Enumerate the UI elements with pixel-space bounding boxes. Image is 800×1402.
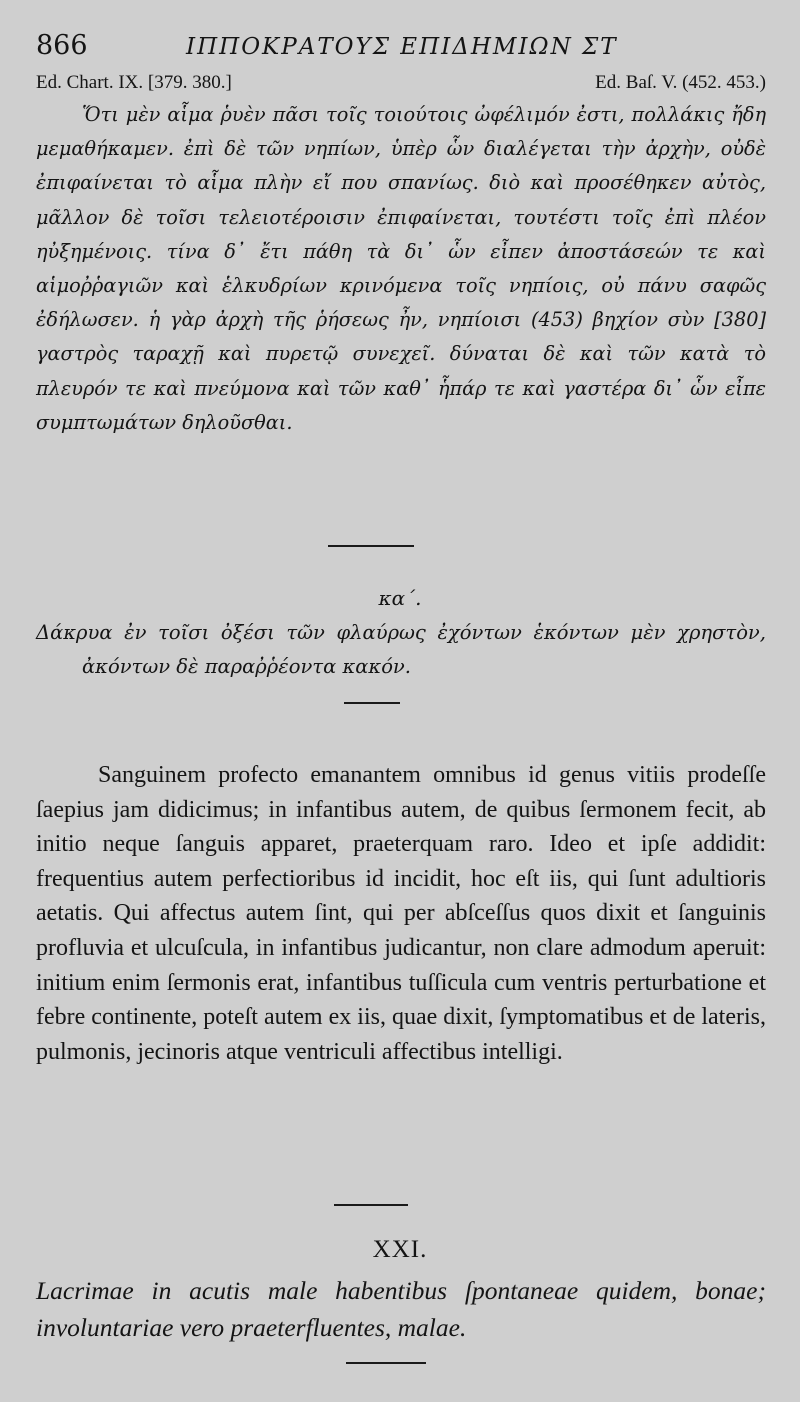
edition-reference-line	[36, 72, 766, 98]
greek-commentary	[36, 98, 766, 440]
section-divider	[344, 702, 400, 704]
page-number: 866	[36, 30, 88, 61]
greek-aphorism	[36, 616, 766, 684]
edition-chartier-ref: Ed. Chart. IX. [379. 380.]	[36, 72, 232, 93]
section-divider	[334, 1204, 408, 1206]
greek-aphorism-text: Δάκρυα ἐν τοῖσι ὀξέσι τῶν φλαύρως ἐχόντων ἑκόντων μὲν χρηστὸν, ἀκόντων δὲ παραῤῥέοντα κακόν.	[36, 621, 766, 678]
greek-section-number: κα΄.	[378, 586, 422, 610]
greek-commentary-paragraph: Ὅτι μὲν αἷμα ῥυὲν πᾶσι τοῖς τοιούτοις ὠφέλιμόν ἐστι, πολλάκις ἤδη μεμαθήκαμεν. ἐπὶ δὲ τῶν νηπίων, ὑπὲρ ὧν διαλέγεται τὴν ἀρχὴν, οὐδὲ ἐπιφαίνεται τὸ αἷμα πλὴν εἴ που σπανίως. διὸ καὶ προσέθηκεν αὐτὸς, μᾶλλον δὲ τοῖσι τελειοτέροισιν ἐπιφαίνεται, τουτέστι τοῖς ἐπὶ πλέον ηὐξημένοις. τίνα δ᾽ ἔτι πάθη τὰ δι᾽ ὧν εἶπεν ἀποστάσεών τε καὶ αἱμοῤῥαγιῶν καὶ ἑλκυδρίων κρινόμενα τοῖς νηπίοις, οὐ πάνυ σαφῶς ἐδήλωσεν. ἡ γὰρ ἀρχὴ τῆς ῥήσεως ἦν, νηπίοισι (453) βηχίον σὺν [380] γαστρὸς ταραχῇ καὶ πυρετῷ συνεχεῖ. δύναται δὲ καὶ τῶν κατὰ τὸ πλευρόν τε καὶ πνεύμονα καὶ τῶν καθ᾽ ἧπάρ τε καὶ γαστέρα δι᾽ ὧν εἶπε συμπτωμάτων δηλοῦσθαι.	[36, 103, 766, 434]
edition-basel-ref: Ed. Baſ. V. (452. 453.)	[595, 72, 766, 93]
latin-commentary	[36, 758, 766, 1069]
latin-section-number: XXI.	[372, 1236, 428, 1263]
section-divider	[346, 1362, 426, 1364]
latin-commentary-paragraph: Sanguinem profecto emanantem omnibus id genus vitiis prodeſſe ſaepius jam didicimus; in infantibus autem, de quibus ſermonem fecit, ab initio neque ſanguis apparet, praeterquam raro. Ideo et ipſe addidit: frequentius autem perfectioribus id incidit, hoc eſt iis, qui ſunt adultioris aetatis. Qui affectus autem ſint, qui per abſceſſus quos dixit et ſanguinis profluvia et ulcuſcula, in infantibus judicantur, non clare admodum aperuit: initium enim ſermonis erat, infantibus tuſſicula cum ventris perturbatione et febre continente, poteſt autem ex iis, quae dixit, ſymptomatibus et de lateris, pulmonis, jecinoris atque ventriculi affectibus intelligi.	[36, 762, 766, 1065]
section-divider	[328, 545, 414, 547]
latin-aphorism-text: Lacrimae in acutis male habentibus ſpontaneae quidem, bonae; involuntariae vero praeterfluentes, malae.	[36, 1276, 766, 1342]
running-head	[36, 30, 766, 64]
running-title: ΙΠΠΟΚΡΑΤΟΥΣ ΕΠΙΔΗΜΙΩΝ ΣΤ	[186, 34, 618, 60]
latin-aphorism	[36, 1272, 766, 1346]
